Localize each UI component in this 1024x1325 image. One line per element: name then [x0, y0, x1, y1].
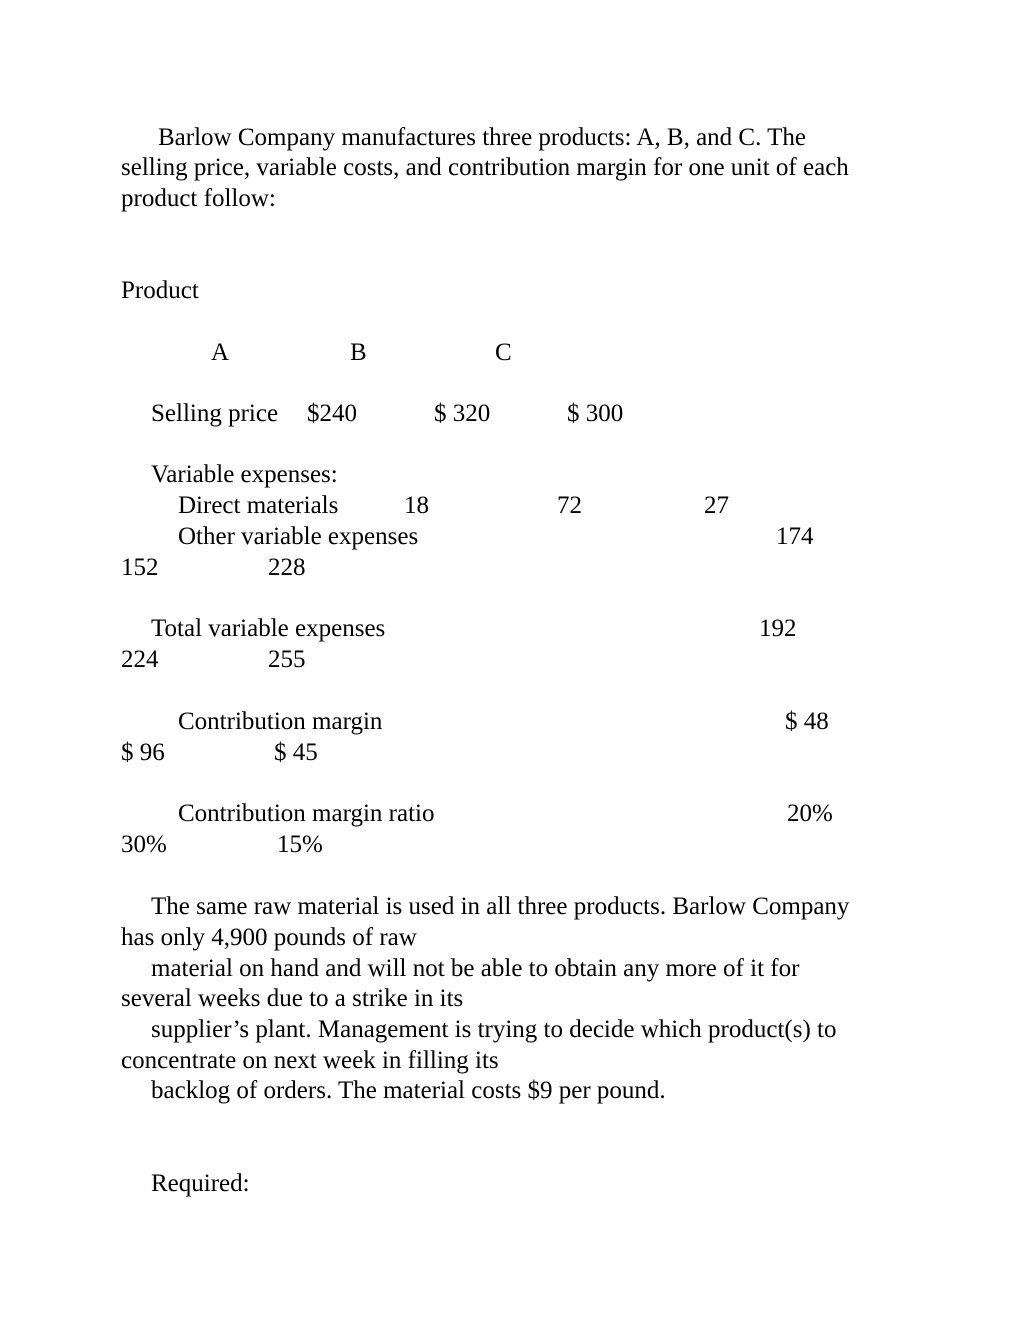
variable-expenses-label: Variable expenses:: [151, 461, 338, 488]
table-heading: Product: [121, 277, 199, 304]
intro-line-1: Barlow Company manufactures three products: A, B, and C. The: [158, 124, 807, 151]
other-variable-expenses-label: Other variable expenses: [178, 523, 419, 550]
contribution-margin-ratio-b: 30%: [121, 831, 167, 858]
other-variable-expenses-c: 228: [268, 554, 306, 581]
column-header-b: B: [350, 339, 367, 366]
narrative-line-6: concentrate on next week in filling its: [121, 1047, 499, 1074]
intro-line-3: product follow:: [121, 185, 276, 212]
other-variable-expenses-a: 174: [776, 523, 814, 550]
required-label: Required:: [151, 1170, 250, 1197]
total-variable-expenses-a: 192: [759, 615, 797, 642]
narrative-line-7: backlog of orders. The material costs $9 per pound.: [151, 1077, 666, 1104]
other-variable-expenses-b: 152: [121, 554, 159, 581]
contribution-margin-ratio-c: 15%: [277, 831, 323, 858]
direct-materials-b: 72: [557, 492, 582, 519]
total-variable-expenses-c: 255: [268, 646, 306, 673]
total-variable-expenses-label: Total variable expenses: [151, 615, 386, 642]
selling-price-b: $ 320: [434, 400, 491, 427]
narrative-line-4: several weeks due to a strike in its: [121, 985, 464, 1012]
contribution-margin-a: $ 48: [785, 708, 829, 735]
intro-line-2: selling price, variable costs, and contribution margin for one unit of each: [121, 154, 849, 181]
total-variable-expenses-b: 224: [121, 646, 159, 673]
column-header-a: A: [211, 339, 230, 366]
narrative-line-5: supplier’s plant. Management is trying to decide which product(s) to: [151, 1016, 837, 1043]
contribution-margin-b: $ 96: [121, 739, 165, 766]
selling-price-c: $ 300: [567, 400, 624, 427]
contribution-margin-c: $ 45: [274, 739, 318, 766]
narrative-line-3: material on hand and will not be able to obtain any more of it for: [151, 955, 800, 982]
narrative-line-2: has only 4,900 pounds of raw: [121, 924, 417, 951]
contribution-margin-label: Contribution margin: [178, 708, 383, 735]
column-header-c: C: [495, 339, 512, 366]
narrative-line-1: The same raw material is used in all three products. Barlow Company: [151, 893, 850, 920]
contribution-margin-ratio-label: Contribution margin ratio: [178, 800, 435, 827]
direct-materials-label: Direct materials: [178, 492, 339, 519]
selling-price-label: Selling price: [151, 400, 279, 427]
selling-price-a: $240: [307, 400, 357, 427]
direct-materials-a: 18: [404, 492, 429, 519]
contribution-margin-ratio-a: 20%: [787, 800, 833, 827]
direct-materials-c: 27: [704, 492, 729, 519]
